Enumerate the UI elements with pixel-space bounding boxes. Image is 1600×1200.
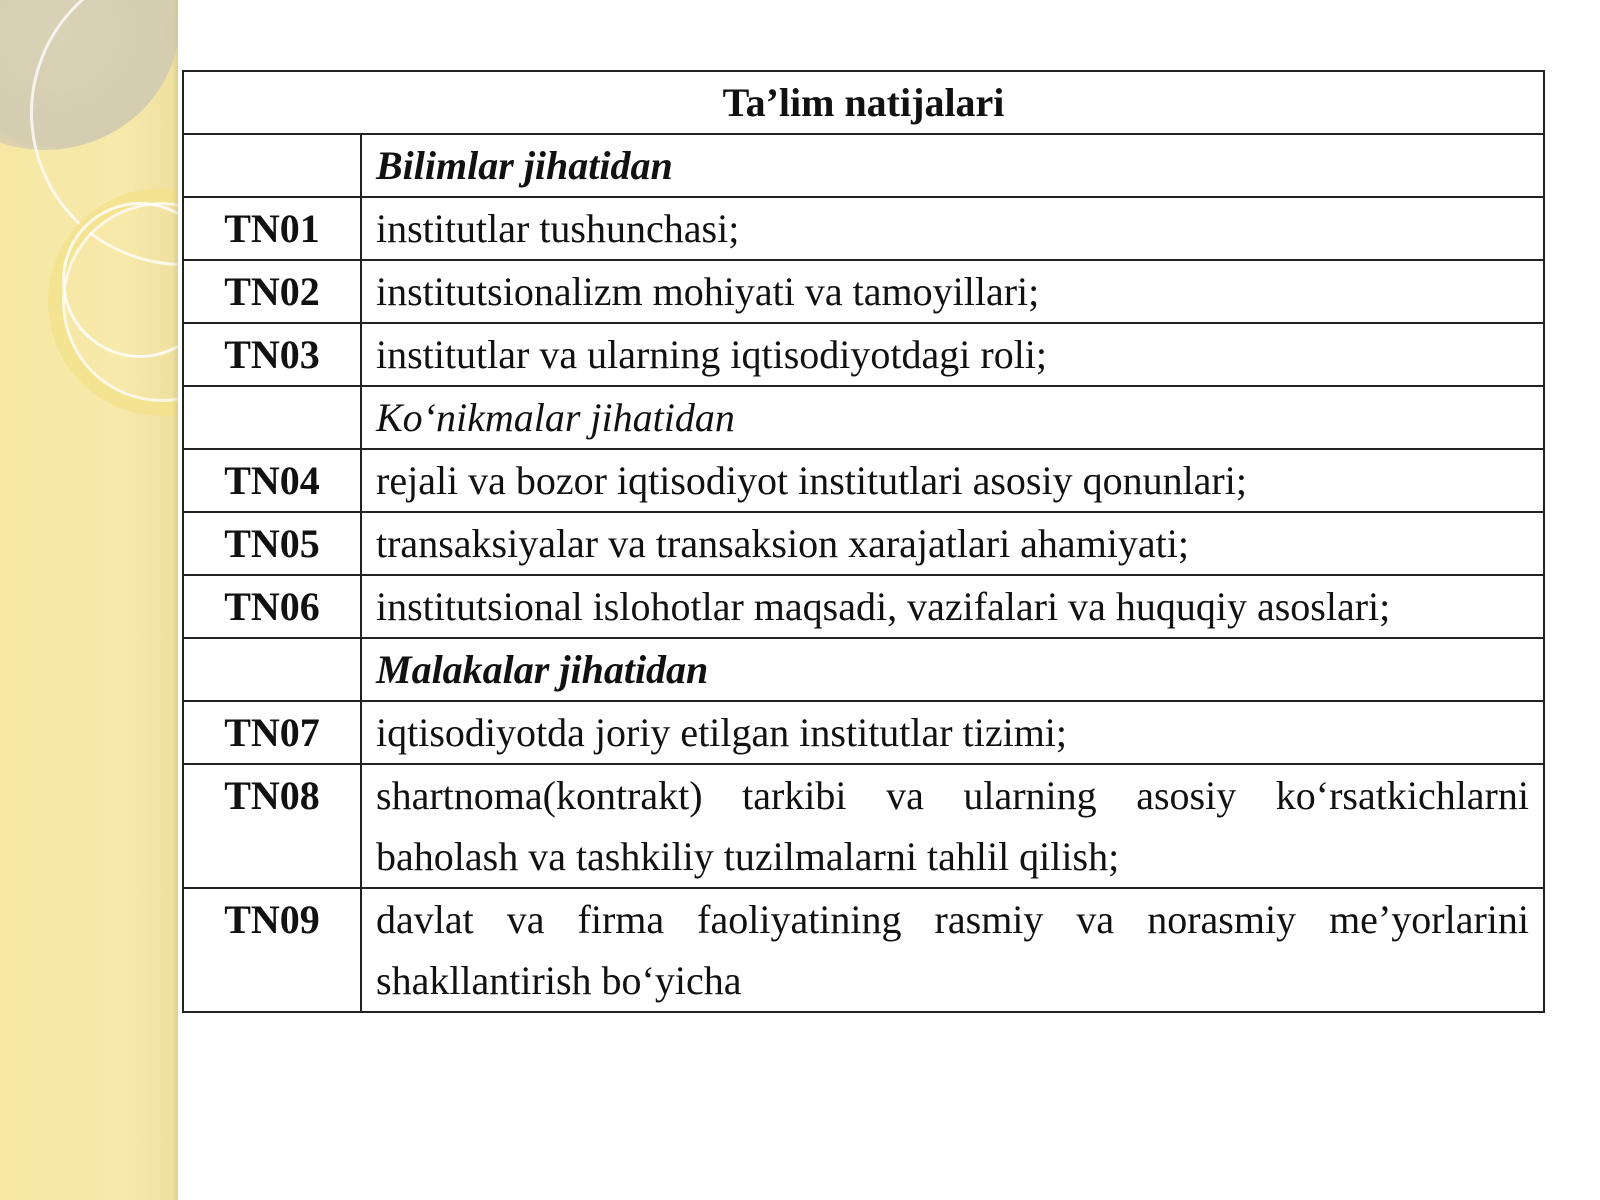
section-heading-competencies: Malakalar jihatidan — [361, 638, 1544, 701]
outcome-text: transaksiyalar va transaksion xarajatlari ahamiyati; — [361, 512, 1544, 575]
outcome-text: rejali va bozor iqtisodiyot institutlari asosiy qonunlari; — [361, 449, 1544, 512]
table-row — [183, 260, 1544, 323]
outcome-code: TN04 — [183, 449, 361, 512]
table-title: Ta’lim natijalari — [183, 71, 1544, 134]
outcome-text: institutlar va ularning iqtisodiyotdagi roli; — [361, 323, 1544, 386]
outcome-text: institutsionalizm mohiyati va tamoyillari; — [361, 260, 1544, 323]
section-heading-row — [183, 638, 1544, 701]
outcome-code: TN03 — [183, 323, 361, 386]
outcome-text: davlat va firma faoliyatining rasmiy va norasmiy me’yorlarini shakllantirish bo‘yicha — [361, 888, 1544, 1012]
empty-code-cell — [183, 386, 361, 449]
outcome-code: TN01 — [183, 197, 361, 260]
table-row — [183, 701, 1544, 764]
empty-code-cell — [183, 638, 361, 701]
table-row — [183, 197, 1544, 260]
outcome-text: institutlar tushunchasi; — [361, 197, 1544, 260]
table-row — [183, 764, 1544, 888]
outcome-text: iqtisodiyotda joriy etilgan institutlar tizimi; — [361, 701, 1544, 764]
decorative-side-band — [0, 0, 178, 1200]
table-title-row — [183, 71, 1544, 134]
table-row — [183, 512, 1544, 575]
outcome-code: TN02 — [183, 260, 361, 323]
section-heading-row — [183, 386, 1544, 449]
outcome-code: TN06 — [183, 575, 361, 638]
outcome-code: TN05 — [183, 512, 361, 575]
outcome-text: institutsional islohotlar maqsadi, vazifalari va huquqiy asoslari; — [361, 575, 1544, 638]
section-heading-knowledge: Bilimlar jihatidan — [361, 134, 1544, 197]
outcome-text: shartnoma(kontrakt) tarkibi va ularning asosiy ko‘rsatkichlarni baholash va tashkiliy tuzilmalarni tahlil qilish; — [361, 764, 1544, 888]
section-heading-row — [183, 134, 1544, 197]
outcome-code: TN08 — [183, 764, 361, 888]
table-row — [183, 449, 1544, 512]
table-row — [183, 323, 1544, 386]
outcome-code: TN09 — [183, 888, 361, 1012]
empty-code-cell — [183, 134, 361, 197]
table-row — [183, 888, 1544, 1012]
learning-outcomes-table — [182, 70, 1545, 1013]
band-edge — [172, 0, 178, 1200]
table-row — [183, 575, 1544, 638]
outcome-code: TN07 — [183, 701, 361, 764]
section-heading-skills: Ko‘nikmalar jihatidan — [361, 386, 1544, 449]
